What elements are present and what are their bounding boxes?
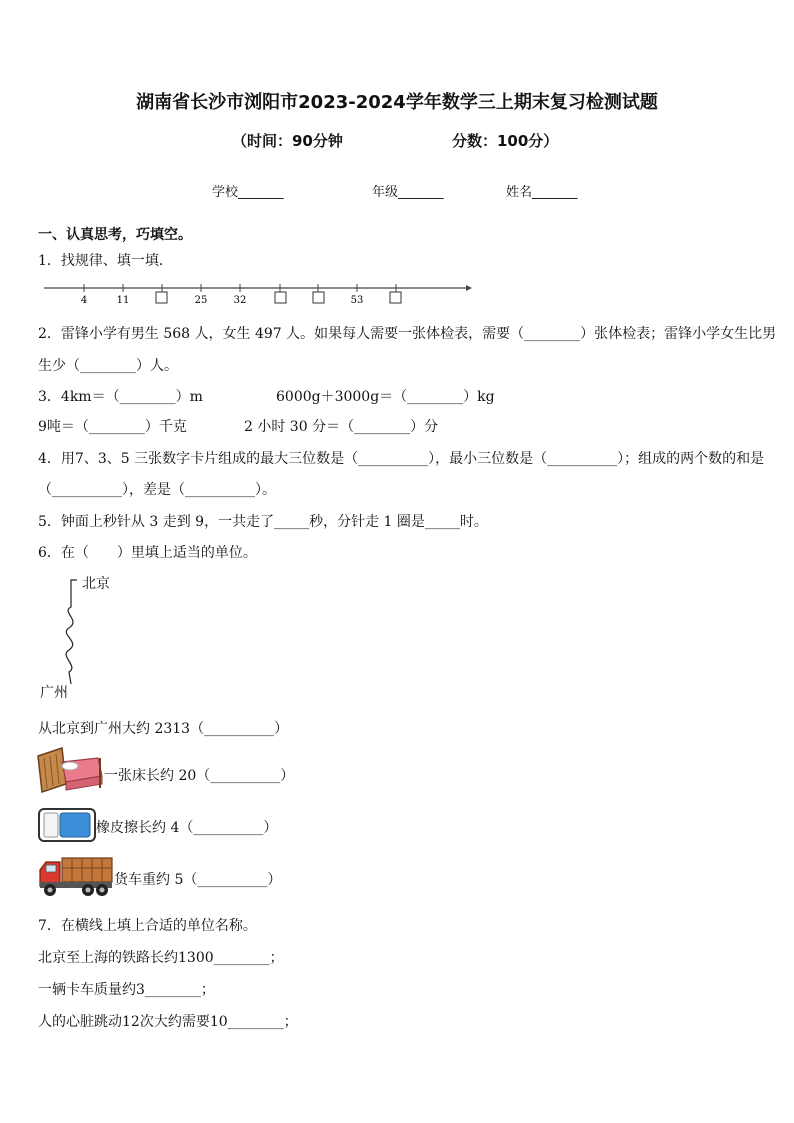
answer-box[interactable]: [275, 292, 286, 303]
question-6-item2: 一张床长约 20（__________）: [104, 768, 295, 784]
question-7: 7．在横线上填上合适的单位名称。: [38, 918, 257, 934]
question-2-line1: 2．雷锋小学有男生 568 人，女生 497 人。如果每人需要一张体检表，需要（________）张体检表；雷锋小学女生比男: [38, 326, 777, 342]
answer-box[interactable]: [313, 292, 324, 303]
question-7-item3: 人的心脏跳动12次大约需要10________；: [38, 1014, 298, 1030]
question-3b: 6000g＋3000g＝（________）kg: [276, 389, 495, 405]
number-line: [40, 280, 472, 308]
eraser-icon: [38, 808, 96, 842]
page-title: 湖南省长沙市浏阳市2023-2024学年数学三上期末复习检测试题: [136, 92, 658, 113]
tick-label: 25: [194, 295, 208, 306]
bed-icon: [36, 746, 104, 794]
route-line: [66, 580, 77, 684]
truck-icon: [36, 854, 114, 898]
section-heading: 一、认真思考，巧填空。: [38, 227, 192, 243]
question-6-item1: 从北京到广州大约 2313（__________）: [38, 721, 289, 737]
question-2-line2: 生少（________）人。: [38, 358, 178, 374]
question-1: 1．找规律、填一填．: [38, 253, 173, 269]
question-7-item1: 北京至上海的铁路长约1300________；: [38, 950, 284, 966]
tick-label: 4: [80, 295, 88, 306]
question-4-line2: （__________），差是（__________）。: [38, 482, 276, 498]
label-beijing: 北京: [82, 576, 110, 592]
question-3a: 3．4km＝（________）m: [38, 389, 203, 405]
answer-box[interactable]: [390, 292, 401, 303]
name-field[interactable]: 姓名_______: [506, 185, 578, 200]
question-6-item4: 货车重约 5（__________）: [114, 872, 282, 888]
tick-label: 11: [116, 295, 130, 306]
label-guangzhou: 广州: [40, 685, 68, 701]
answer-box[interactable]: [156, 292, 167, 303]
arrow-icon: [466, 285, 472, 291]
question-6: 6．在（ ）里填上适当的单位。: [38, 545, 257, 561]
question-3d: 2 小时 30 分＝（________）分: [244, 419, 439, 435]
question-5: 5．钟面上秒针从 3 走到 9，一共走了_____秒，分针走 1 圈是_____时。: [38, 514, 488, 530]
question-4-line1: 4．用7、3、5 三张数字卡片组成的最大三位数是（__________），最小三位数是（__________）；组成的两个数的和是: [38, 451, 765, 467]
question-6-item3: 橡皮擦长约 4（__________）: [96, 820, 278, 836]
grade-field[interactable]: 年级_______: [372, 185, 444, 200]
question-7-item2: 一辆卡车质量约3________；: [38, 982, 215, 998]
school-field[interactable]: 学校_______: [212, 185, 284, 200]
exam-time: （时间：90分钟: [232, 132, 343, 150]
tick-label: 32: [233, 295, 247, 306]
exam-score: 分数：100分）: [452, 132, 559, 150]
tick-label: 53: [350, 295, 364, 306]
question-3c: 9吨＝（________）千克: [38, 419, 187, 435]
